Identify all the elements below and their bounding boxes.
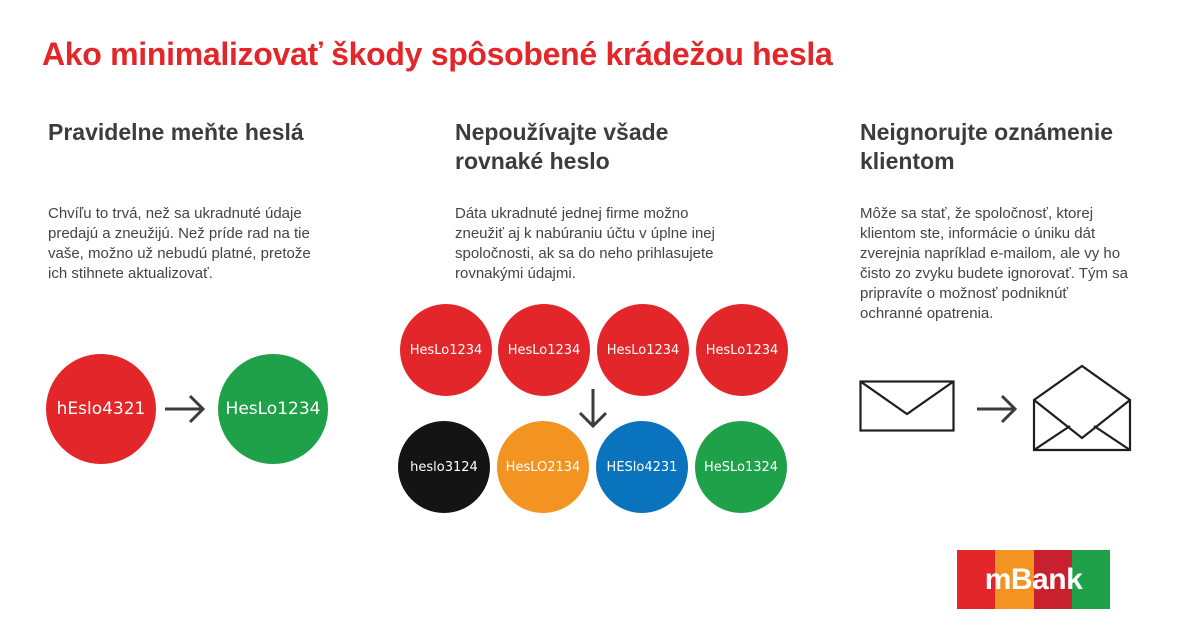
tip-change-passwords (48, 118, 348, 282)
mbank-logo (957, 550, 1110, 609)
old-password-circle: hEslo4321 (46, 354, 156, 464)
arrow-right-icon (975, 394, 1019, 424)
same-password-circle: HesLo1234 (597, 304, 689, 396)
tip-notifications (860, 118, 1180, 322)
tip-heading: Pravidelne meňte heslá (48, 119, 304, 145)
tip-heading: Nepoužívajte všade rovnaké heslo (455, 119, 669, 174)
unique-password-circle: HESlo4231 (596, 421, 688, 513)
tip-text: Môže sa stať, že spoločnosť, ktorej klientom ste, informácie o úniku dát zverejnia napríklad e-mailom, ale vy ho čisto zo zvyku budete ignorovať. Tým sa pripravíte o možnosť podniknúť ochranné opatrenia. (860, 205, 1128, 322)
unique-password-circle: HesLO2134 (497, 421, 589, 513)
tip-heading: Neignorujte oznámenie klientom (860, 119, 1114, 174)
unique-password-circle: HeSLo1324 (695, 421, 787, 513)
tip-text: Dáta ukradnuté jednej firme možno zneužiť aj k nabúraniu účtu v úplne inej spoločnosti, ak sa do neho prihlasujete rovnakými údajmi. (455, 205, 715, 282)
open-envelope-icon (1032, 364, 1132, 452)
unique-password-circle: heslo3124 (398, 421, 490, 513)
new-password-circle: HesLo1234 (218, 354, 328, 464)
same-password-circle: HesLo1234 (498, 304, 590, 396)
logo-text: mBank (984, 562, 1083, 596)
tip-unique-passwords (455, 118, 755, 282)
arrow-right-icon (163, 394, 207, 424)
page-title: Ako minimalizovať škody spôsobené krádežou hesla (42, 36, 833, 72)
arrow-down-icon (578, 387, 608, 429)
same-password-circle: HesLo1234 (400, 304, 492, 396)
same-password-circle: HesLo1234 (696, 304, 788, 396)
tip-text: Chvíľu to trvá, než sa ukradnuté údaje predajú a zneužijú. Než príde rad na tie vaše, možno už nebudú platné, pretože ich stihnete aktualizovať. (48, 205, 311, 282)
closed-envelope-icon (859, 380, 955, 432)
